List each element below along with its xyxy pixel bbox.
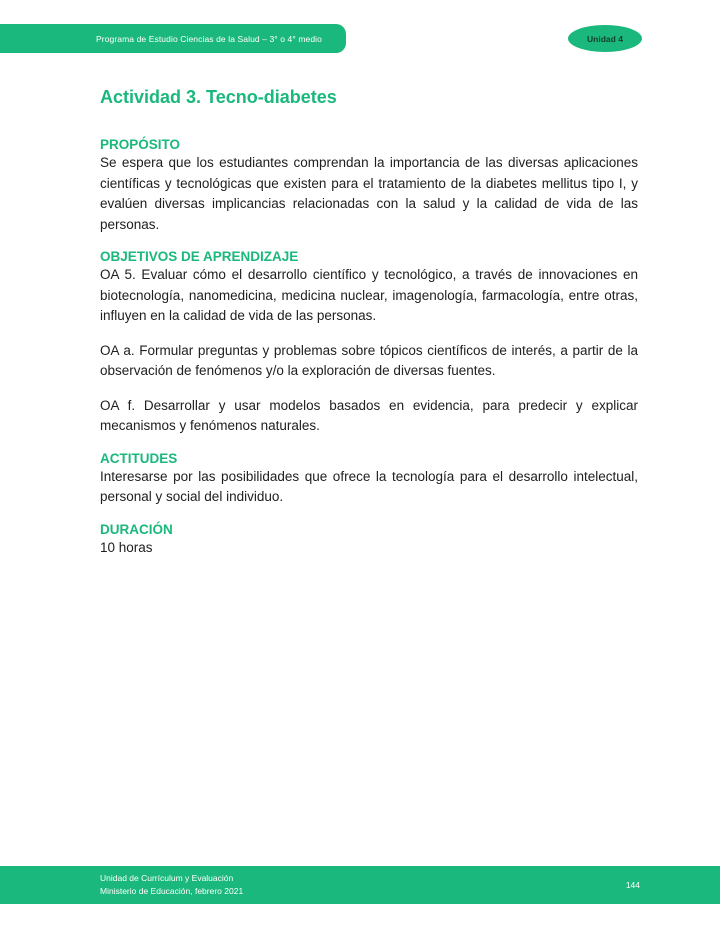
document-content bbox=[100, 86, 638, 572]
footer-org-line1: Unidad de Currículum y Evaluación bbox=[100, 873, 234, 883]
section-heading-actitudes: ACTITUDES bbox=[100, 450, 178, 466]
section-objetivos bbox=[100, 249, 638, 437]
section-heading-objetivos: OBJETIVOS DE APRENDIZAJE bbox=[100, 249, 299, 264]
activity-title: Actividad 3. Tecno-diabetes bbox=[100, 87, 337, 107]
section-proposito bbox=[100, 137, 638, 235]
footer-org-line2: Ministerio de Educación, febrero 2021 bbox=[100, 886, 244, 896]
paragraph-oa-a: OA a. Formular preguntas y problemas sobre tópicos científicos de interés, a partir de la observación de fenómenos y/o la exploración de diversas fuentes. bbox=[100, 342, 638, 378]
section-duracion bbox=[100, 522, 638, 559]
paragraph-actitudes: Interesarse por las posibilidades que ofrece la tecnología para el desarrollo intelectual, personal y social del individuo. bbox=[100, 468, 638, 504]
paragraph-oa5: OA 5. Evaluar cómo el desarrollo científico y tecnológico, a través de innovaciones en biotecnología, nanomedicina, medicina nuclear, imagenología, farmacología, entre otras, influyen en la calidad de vida de las personas. bbox=[100, 267, 638, 323]
paragraph-proposito: Se espera que los estudiantes comprendan la importancia de las diversas aplicaciones científicas y tecnológicas que existen para el tratamiento de la diabetes mellitus tipo I, y evalúen diversas implicancias relacionadas con la salud y la calidad de vida de las personas. bbox=[100, 155, 638, 232]
section-heading-proposito: PROPÓSITO bbox=[100, 137, 181, 152]
paragraph-oa-f: OA f. Desarrollar y usar modelos basados en evidencia, para predecir y explicar mecanismos y fenómenos naturales. bbox=[100, 397, 638, 433]
unit-badge bbox=[568, 25, 642, 52]
section-actitudes bbox=[100, 451, 638, 508]
paragraph-duracion: 10 horas bbox=[100, 539, 153, 555]
section-heading-duracion: DURACIÓN bbox=[100, 521, 173, 537]
unit-badge-label: Unidad 4 bbox=[587, 33, 623, 44]
footer-bar bbox=[0, 866, 720, 904]
header-program-label: Programa de Estudio Ciencias de la Salud – 3° o 4° medio bbox=[96, 33, 322, 44]
page-number: 144 bbox=[625, 880, 640, 890]
header-program-bar bbox=[0, 24, 346, 53]
footer-organization bbox=[100, 872, 243, 898]
